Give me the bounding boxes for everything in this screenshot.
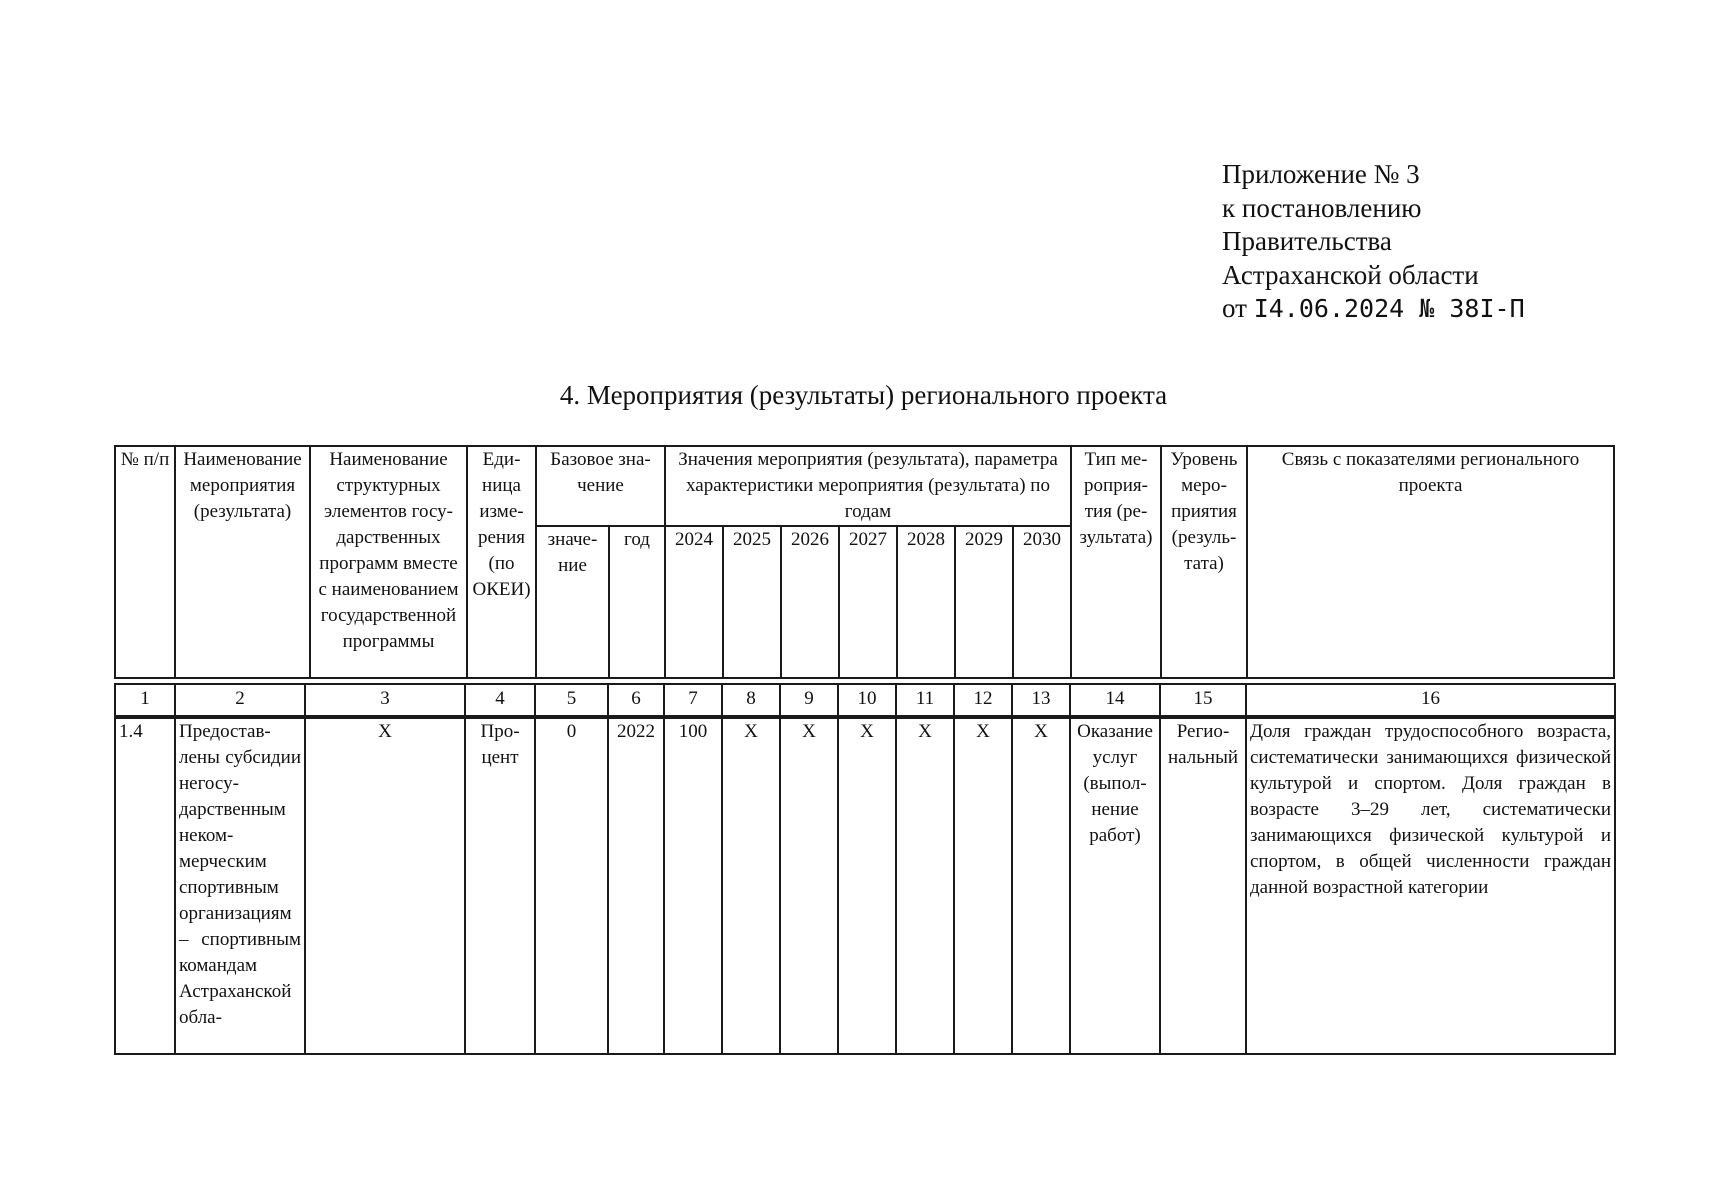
- header-activity-level: Уровень мероприятия (результата): [1161, 446, 1247, 678]
- row-value-2026: Х: [780, 718, 838, 1054]
- header-year-2028: 2028: [897, 526, 955, 678]
- header-unit: Единица измерения (по ОКЕИ): [467, 446, 536, 678]
- row-value-2024: 100: [664, 718, 722, 1054]
- row-activity-level: Региональный: [1160, 718, 1246, 1054]
- header-base-value: значение: [536, 526, 609, 678]
- row-value-2028: Х: [896, 718, 954, 1054]
- header-year-2029: 2029: [955, 526, 1013, 678]
- appendix-government-line: Правительства: [1222, 226, 1392, 256]
- header-base-value-group: Базовое значение: [536, 446, 665, 526]
- header-table: [114, 445, 1615, 679]
- header-base-year: год: [609, 526, 665, 678]
- row-num: 1.4: [115, 718, 175, 1054]
- row-value-2027: Х: [838, 718, 896, 1054]
- appendix-region-line: Астраханской области: [1222, 259, 1479, 290]
- column-number: 11: [896, 684, 954, 716]
- column-number: 1: [115, 684, 175, 716]
- header-num: № п/п: [115, 446, 175, 678]
- column-number: 13: [1012, 684, 1070, 716]
- table-row: [115, 718, 1615, 1054]
- row-value-2029: Х: [954, 718, 1012, 1054]
- appendix-date-number: I4.06.2024 № 38I-П: [1253, 294, 1525, 323]
- row-base-value: 0: [535, 718, 608, 1054]
- row-program: Х: [305, 718, 465, 1054]
- appendix-number: Приложение № 3: [1222, 159, 1420, 189]
- row-activity-name: Предоставлены субсидии негосударственным некоммерческим спортивным организациям – спортивным командам Астраханской обла-: [175, 718, 305, 1054]
- header-values-by-year-group: Значения мероприятия (результата), параметра характеристики мероприятия (результата) по годам: [665, 446, 1071, 526]
- header-year-2024: 2024: [665, 526, 723, 678]
- section-title: 4. Мероприятия (результаты) регионального проекта: [559, 380, 1168, 410]
- column-number: 6: [608, 684, 664, 716]
- header-year-2025: 2025: [723, 526, 781, 678]
- column-number: 16: [1246, 684, 1615, 716]
- row-activity-type: Оказание услуг (выполнение работ): [1070, 718, 1160, 1054]
- appendix-date-line: [1222, 292, 1525, 326]
- column-number: 9: [780, 684, 838, 716]
- column-number: 10: [838, 684, 896, 716]
- row-indicator-link: Доля граждан трудоспособного возраста, систематически занимающихся физической культурой и спортом. Доля граждан в возрасте 3–29 лет, систематически занимающихся физической культурой и спортом, в общей численности граждан данной возрастной категории: [1246, 718, 1615, 1054]
- column-number: 12: [954, 684, 1012, 716]
- column-number: 8: [722, 684, 780, 716]
- appendix-resolution-line: к постановлению: [1222, 192, 1422, 223]
- header-indicator-link: Связь с показателями регионального проекта: [1247, 446, 1614, 678]
- header-year-2027: 2027: [839, 526, 897, 678]
- appendix-date-prefix: от: [1222, 293, 1247, 323]
- column-number: 3: [305, 684, 465, 716]
- column-number: 14: [1070, 684, 1160, 716]
- column-number: 4: [465, 684, 535, 716]
- column-number: 5: [535, 684, 608, 716]
- row-unit: Процент: [465, 718, 535, 1054]
- row-value-2030: Х: [1012, 718, 1070, 1054]
- header-structural-elements: Наименование структурных элементов государственных программ вместе с наименованием государственной программы: [310, 446, 467, 678]
- column-number: 2: [175, 684, 305, 716]
- header-activity-name: Наименование мероприятия (результата): [175, 446, 310, 678]
- row-base-year: 2022: [608, 718, 664, 1054]
- data-table: [114, 717, 1616, 1055]
- header-activity-type: Тип мероприятия (результата): [1071, 446, 1161, 678]
- header-year-2030: 2030: [1013, 526, 1071, 678]
- column-number: 15: [1160, 684, 1246, 716]
- appendix-block: [1222, 158, 1525, 326]
- row-value-2025: Х: [722, 718, 780, 1054]
- column-number-table: [114, 683, 1616, 717]
- header-year-2026: 2026: [781, 526, 839, 678]
- column-number: 7: [664, 684, 722, 716]
